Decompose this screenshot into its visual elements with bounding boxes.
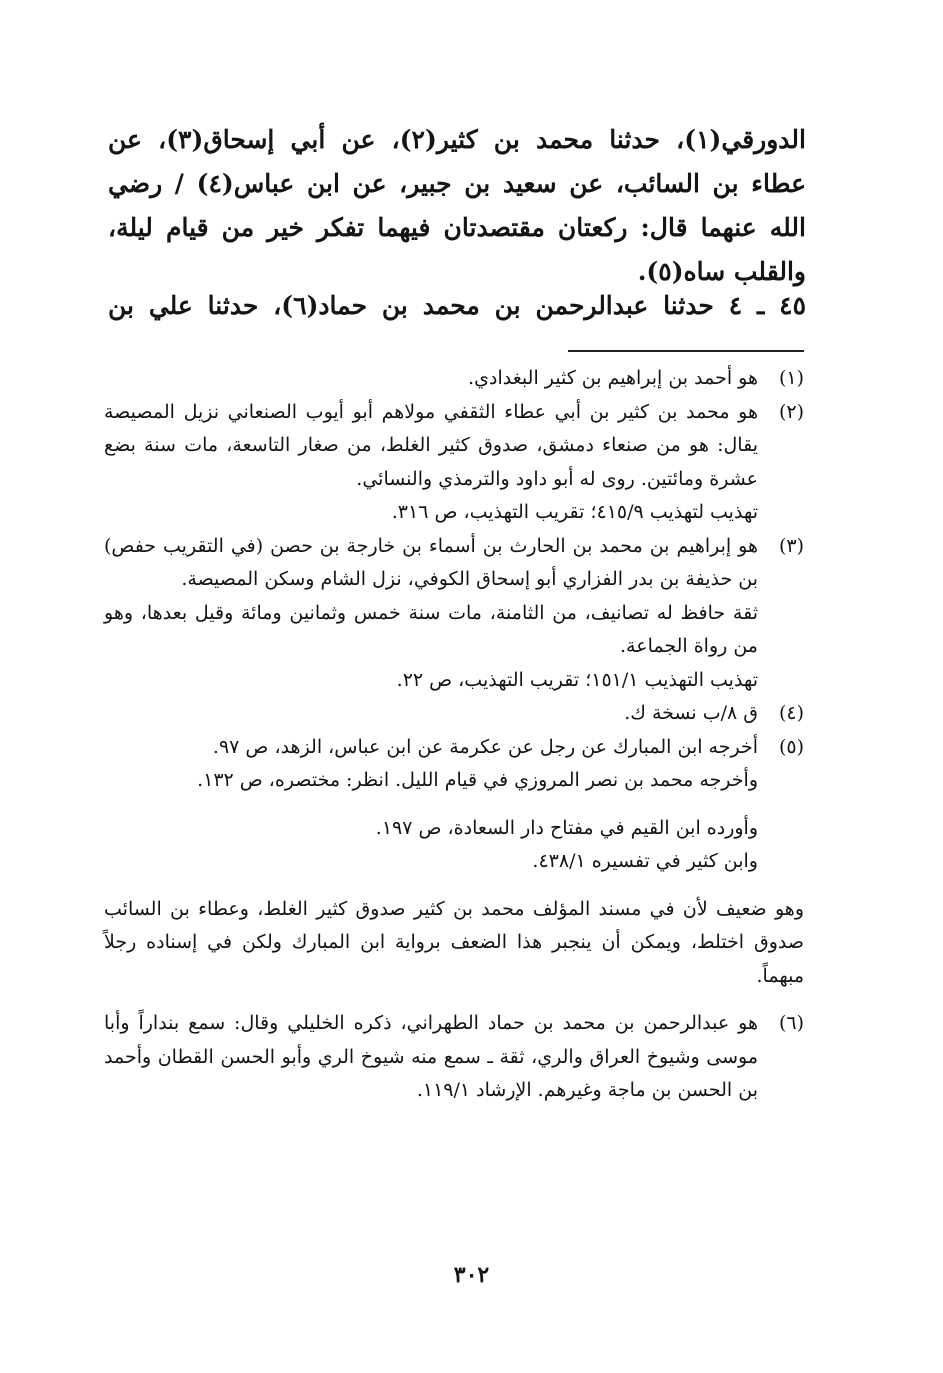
- footnote-3: [104, 530, 804, 698]
- footnote-line: ق ٨/ب نسخة ك.: [624, 702, 758, 724]
- footnote-line: هو عبدالرحمن بن محمد بن حماد الطهراني، ذكره الخليلي وقال: سمع بنداراً وأبا موسى وشيوخ العراق والري، ثقة ـ سمع منه شيوخ الري وأبو الحسن القطان وأحمد بن الحسن بن ماجة وغيرهم. الإرشاد ١١٩/١.: [104, 1012, 758, 1101]
- page-number: ٣٠٢: [453, 1262, 490, 1288]
- footnote-number: (٣): [778, 534, 804, 557]
- footnote-number: (٢): [778, 400, 804, 423]
- footnote-separator: [568, 350, 804, 352]
- footnote-2: [104, 396, 804, 530]
- footnote-line: هو محمد بن كثير بن أبي عطاء الثقفي مولاهم أبو أيوب الصنعاني نزيل المصيصة يقال: هو من صنعاء دمشق، صدوق كثير الغلط، من صغار التاسعة، مات سنة بضع عشرة ومائتين. روى له أبو داود والترمذي والنسائي.: [104, 400, 758, 490]
- footnote-line: وابن كثير في تفسيره ٤٣٨/١.: [532, 850, 758, 872]
- footnote-number: (١): [778, 367, 804, 389]
- footnote-number: (٥): [778, 735, 804, 758]
- main-text: [108, 118, 806, 294]
- footnote-line: أخرجه ابن المبارك عن رجل عن عكرمة عن ابن عباس، الزهد، ص ٩٧.: [212, 735, 758, 758]
- footnote-line: هو أحمد بن إبراهيم بن كثير البغدادي.: [468, 367, 758, 389]
- hadith-45-heading: ٤٥ ـ ٤ حدثنا عبدالرحمن بن محمد بن حماد(٦)، حدثنا علي بن: [108, 291, 806, 320]
- footnote-line: تهذيب لتهذيب ٤١٥/٩؛ تقريب التهذيب، ص ٣١٦.: [391, 501, 758, 523]
- paragraph-1: الدورقي(١)، حدثنا محمد بن كثير(٢)، عن أبي إسحاق(٣)، عن عطاء بن السائب، عن سعيد بن جبير، عن ابن عباس(٤) / رضي الله عنهما قال: ركعتان مقتصدتان فيهما تفكر خير من قيام ليلة، والقلب ساه(٥).: [108, 125, 807, 286]
- footnote-1: [104, 362, 804, 396]
- footnote-number: (٤): [778, 702, 804, 724]
- footnote-6: [104, 1007, 804, 1108]
- footnote-line: وأخرجه محمد بن نصر المروزي في قيام الليل. انظر: مختصره، ص ١٣٢.: [197, 769, 758, 791]
- footnote-5-comment: وهو ضعيف لأن في مسند المؤلف محمد بن كثير صدوق كثير الغلط، وعطاء بن السائب صدوق اختلط، ويمكن أن ينجبر هذا الضعف برواية ابن المبارك ولكن في إسناده رجلاً مبهماً.: [104, 897, 804, 987]
- footnote-line: هو إبراهيم بن محمد بن الحارث بن أسماء بن خارجة بن حصن (في التقريب حفص) بن حذيفة بن بدر الفزاري أبو إسحاق الكوفي، نزل الشام وسكن المصيصة.: [104, 534, 758, 590]
- footnote-line: تهذيب التهذيب ١٥١/١؛ تقريب التهذيب، ص ٢٢.: [396, 668, 758, 691]
- footnote-line: وأورده ابن القيم في مفتاح دار السعادة، ص ١٩٧.: [375, 816, 758, 839]
- footnote-number: (٦): [778, 1012, 804, 1034]
- footnote-4: [104, 697, 804, 731]
- footnote-line: ثقة حافظ له تصانيف، من الثامنة، مات سنة خمس وثمانين ومائة وقيل بعدها، وهو من رواة الجماعة.: [104, 601, 758, 657]
- footnote-5: [104, 731, 804, 879]
- footnotes: [104, 362, 804, 1108]
